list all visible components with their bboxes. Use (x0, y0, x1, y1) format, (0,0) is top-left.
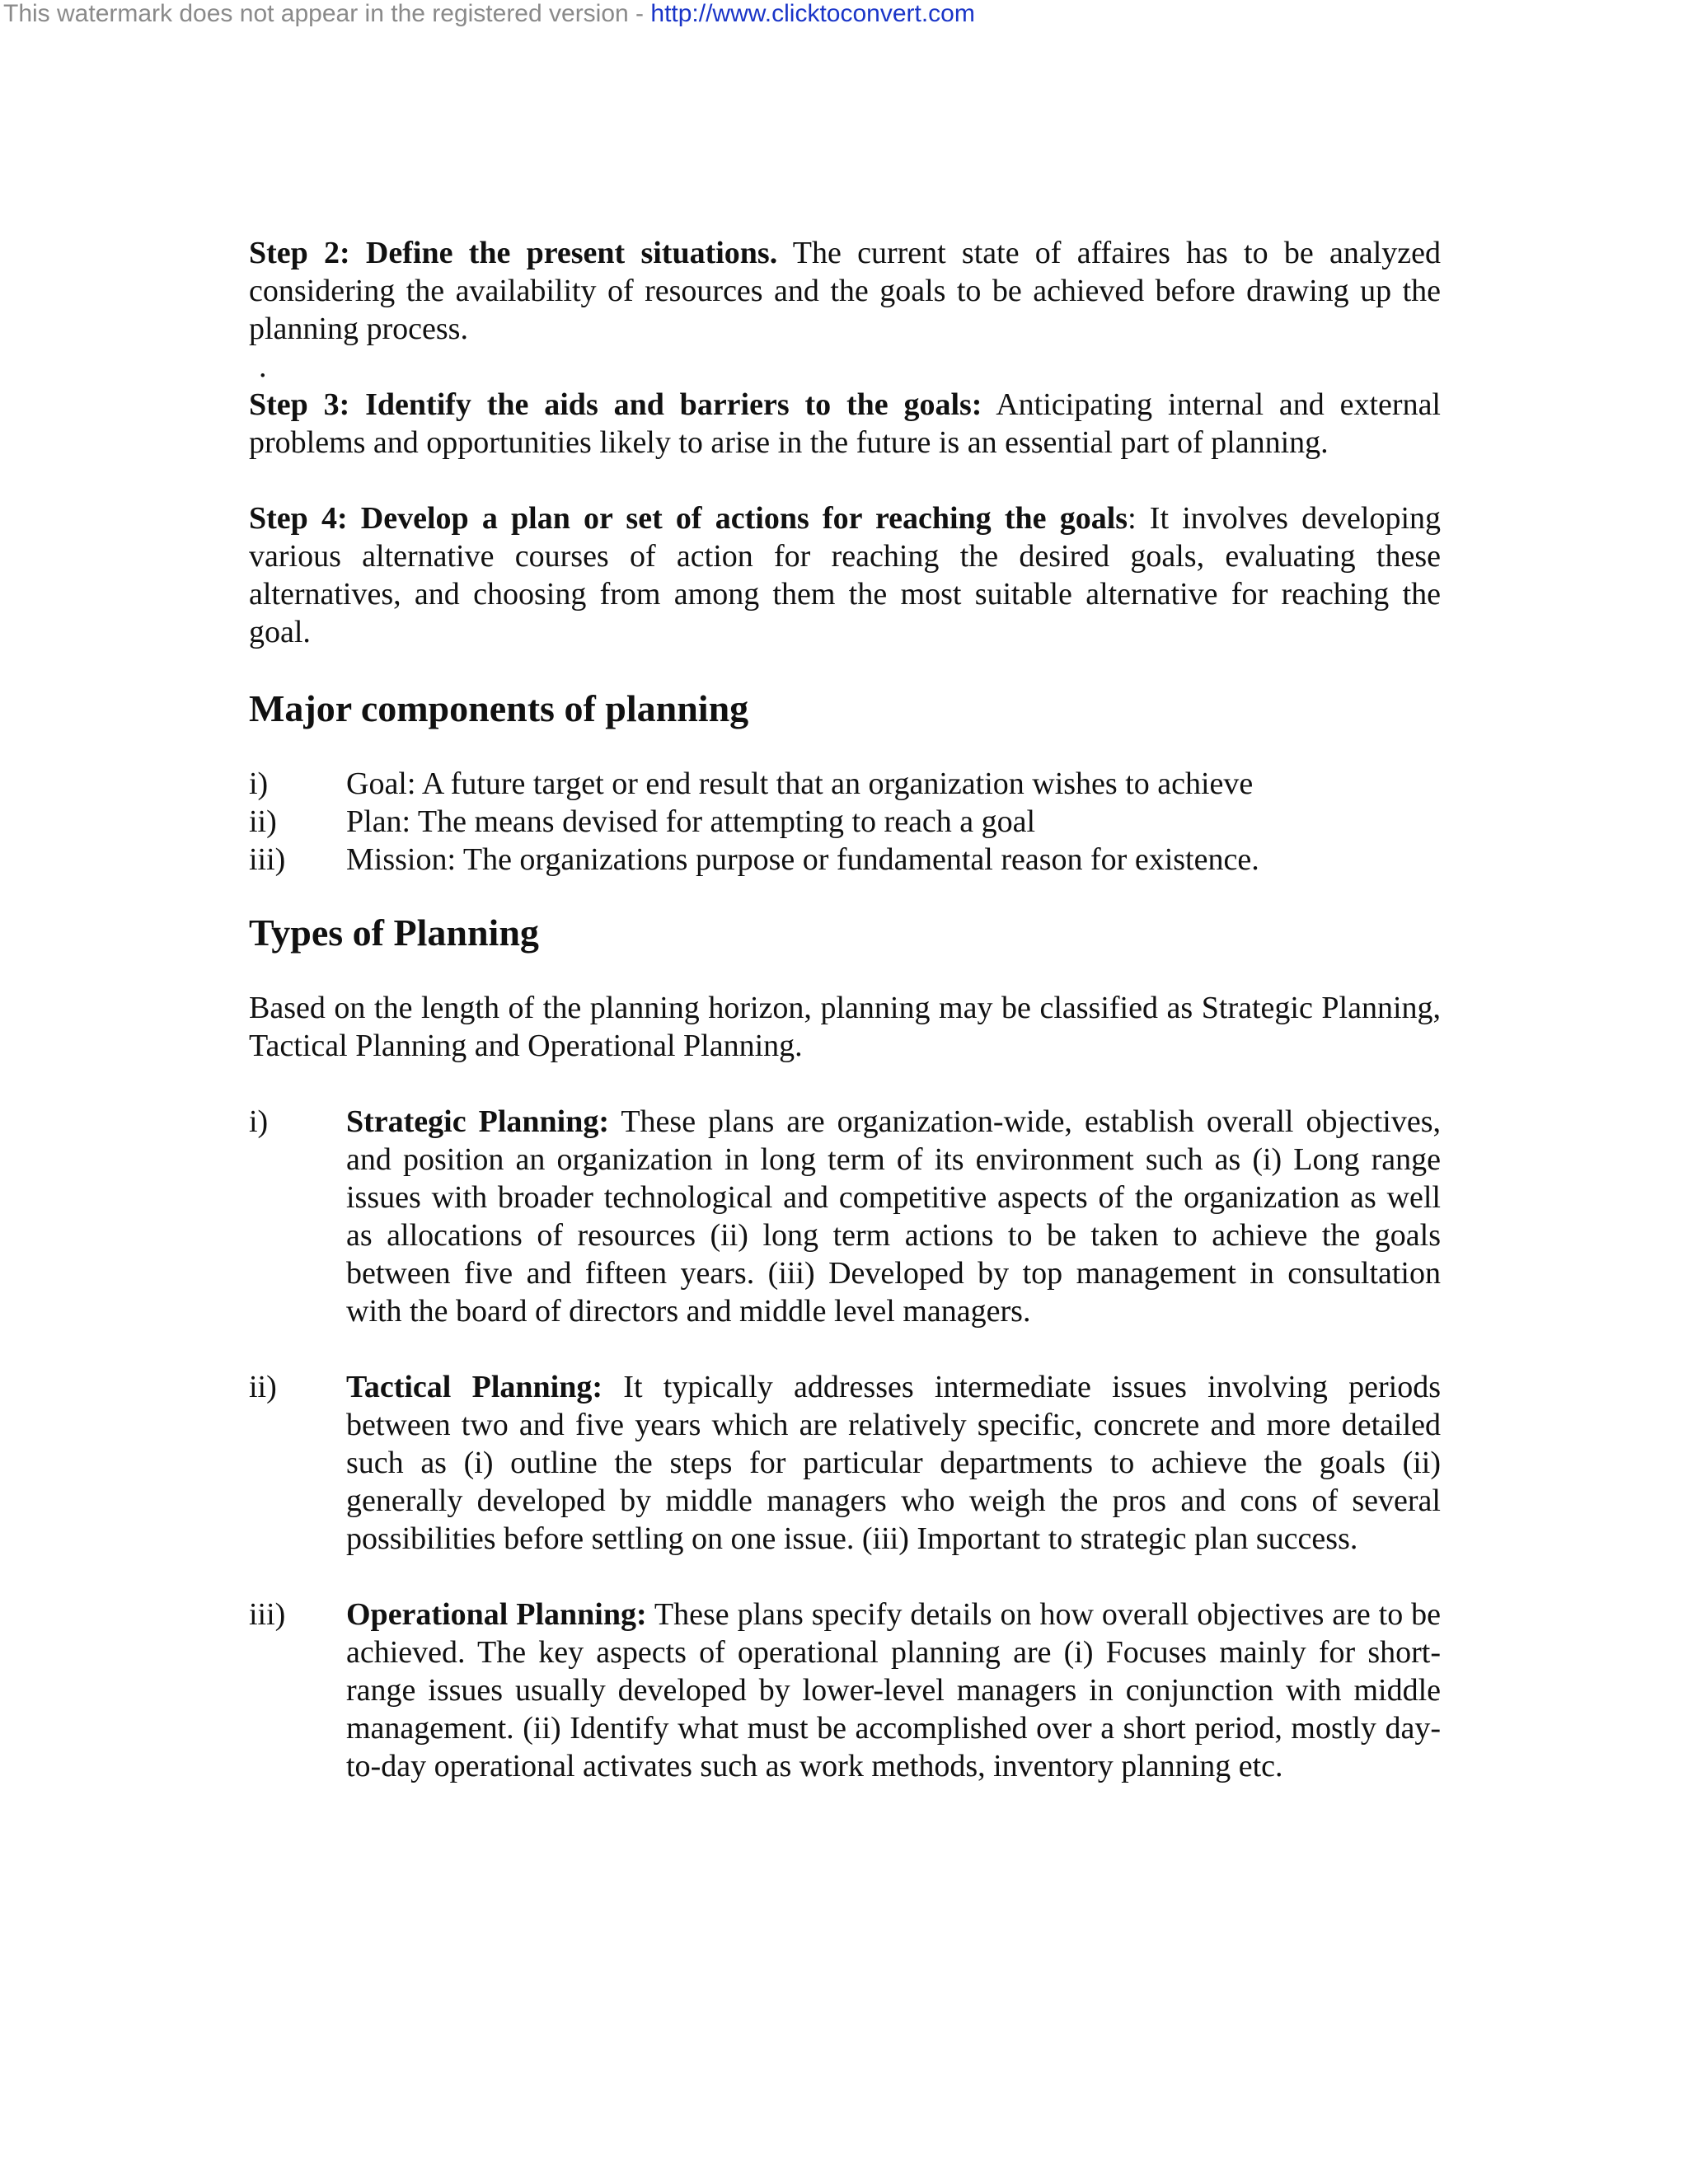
step-2-paragraph (249, 234, 1441, 348)
list-item-number: i) (249, 766, 269, 801)
watermark-text: This watermark does not appear in the registered version - (3, 0, 651, 27)
list-item (249, 1596, 1441, 1785)
step-2-text: The current state of affaires has to be analyzed considering the availability of resources and the goals to be achieved before drawing up the planning process. (249, 236, 1441, 346)
step-4-text: : It involves developing various alternative courses of action for reaching the desired goals, evaluating these alternatives, and choosing from among them the most suitable alternative for reaching the goal. (249, 501, 1441, 649)
types-intro: Based on the length of the planning horizon, planning may be classified as Strategic Planning, Tactical Planning and Operational Planning. (249, 991, 1441, 1063)
separator-dot: . (259, 349, 267, 384)
list-item-number: i) (249, 1104, 269, 1139)
step-2-heading: Step 2: Define the present situations. (249, 236, 778, 270)
list-item-text: Goal: A future target or end result that an organization wishes to achieve (346, 766, 1254, 801)
list-item-number: iii) (249, 1597, 286, 1632)
document-body (249, 234, 1441, 1785)
list-item-text: Plan: The means devised for attempting to reach a goal (346, 804, 1036, 839)
components-list (249, 765, 1441, 879)
list-item-text (346, 1596, 1441, 1785)
components-heading: Major components of planning (249, 687, 749, 729)
step-3-paragraph (249, 386, 1441, 462)
list-item-number: ii) (249, 804, 277, 839)
operational-planning-text: These plans specify details on how overall objectives are to be achieved. The key aspects of operational planning are (i) Focuses mainly for short-range issues usually developed by lower-level managers in conjunction with middle management. (ii) Identify what must be accomplished over a short period, mostly day-to-day operational activates such as work methods, inventory planning etc. (346, 1597, 1441, 1783)
list-item-number: ii) (249, 1370, 277, 1404)
tactical-planning-title: Tactical Planning: (346, 1370, 603, 1404)
list-item-text (346, 1103, 1441, 1330)
types-list (249, 1103, 1441, 1785)
list-item-text (346, 1368, 1441, 1558)
watermark-link[interactable]: http://www.clicktoconvert.com (650, 0, 975, 27)
list-item-number: iii) (249, 842, 286, 877)
operational-planning-title: Operational Planning: (346, 1597, 647, 1632)
types-heading: Types of Planning (249, 912, 539, 954)
list-item (249, 1368, 1441, 1558)
strategic-planning-text: These plans are organization-wide, establish overall objectives, and position an organization in long term of its environment such as (i) Long range issues with broader technological and competitive aspects of the organization as well as allocations of resources (ii) long term actions to be taken to achieve the goals between five and fifteen years. (iii) Developed by top management in consultation with the board of directors and middle level managers. (346, 1104, 1442, 1329)
step-3-heading: Step 3: Identify the aids and barriers to the goals: (249, 387, 982, 422)
step-4-paragraph (249, 499, 1441, 651)
list-item (249, 803, 1441, 841)
list-item (249, 841, 1441, 879)
list-item (249, 765, 1441, 803)
list-item-text: Mission: The organizations purpose or fundamental reason for existence. (346, 842, 1259, 877)
watermark-banner (3, 0, 975, 28)
step-4-heading: Step 4: Develop a plan or set of actions for reaching the goals (249, 501, 1128, 536)
list-item (249, 1103, 1441, 1330)
step-3-text: Anticipating internal and external problems and opportunities likely to arise in the future is an essential part of planning. (249, 387, 1441, 460)
strategic-planning-title: Strategic Planning: (346, 1104, 609, 1139)
tactical-planning-text: It typically addresses intermediate issues involving periods between two and five years which are relatively specific, concrete and more detailed such as (i) outline the steps for particular departments to achieve the goals (ii) generally developed by middle managers who weigh the pros and cons of several possibilities before settling on one issue. (iii) Important to strategic plan success. (346, 1370, 1441, 1556)
